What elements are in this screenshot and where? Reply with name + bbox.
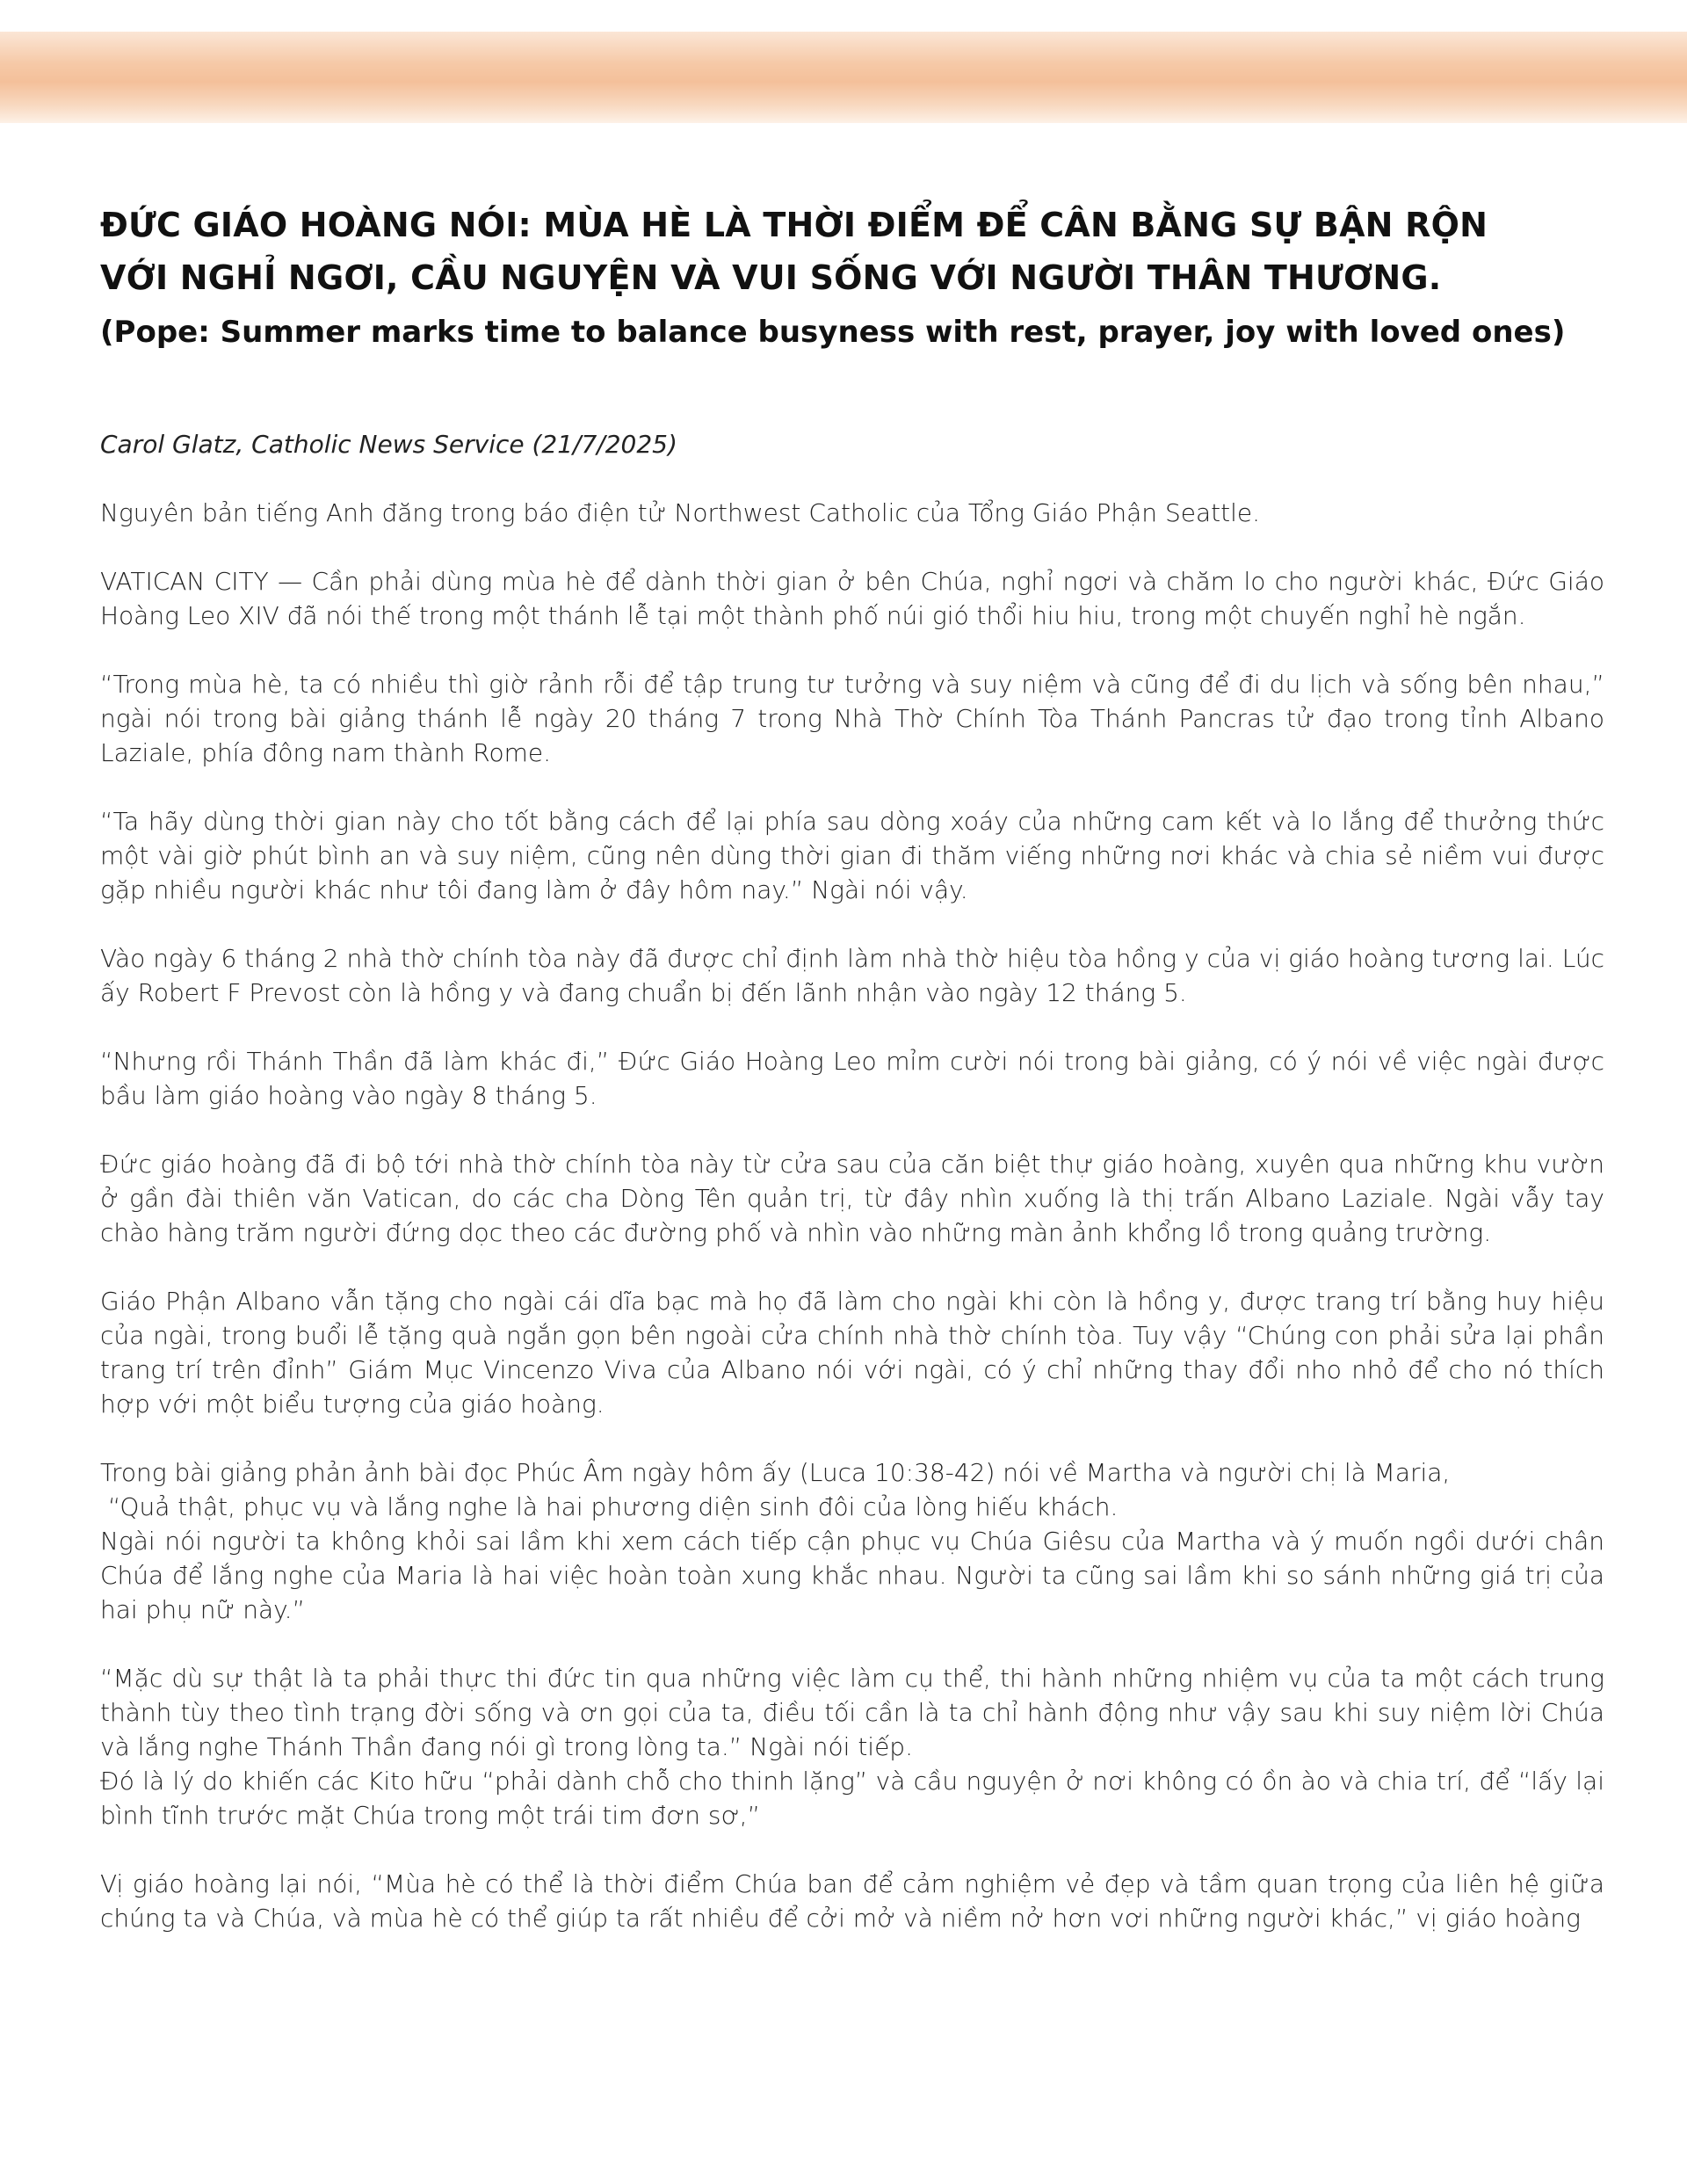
paragraph-3: “Trong mùa hè, ta có nhiều thì giờ rảnh rỗi để tập trung tư tưởng và suy niệm và cũng để đi du lịch và sống bên nhau,” ngài nói trong bài giảng thánh lễ ngày 20 tháng 7 trong Nhà Thờ Chính Tòa Thánh Pancras tử đạo trong tỉnh Albano Laziale, phía đông nam thành Rome. [100,670,1604,767]
paragraph-source: Nguyên bản tiếng Anh đăng trong báo điện tử Northwest Catholic của Tổng Giáo Phận Seattle. [100,498,1260,527]
paragraph-9-rest: Ngài nói người ta không khỏi sai lầm khi xem cách tiếp cận phục vụ Chúa Giêsu của Martha và ý muốn ngồi dưới chân Chúa để lắng nghe của Maria là hai việc hoàn toàn xung khắc nhau. Người ta cũng sai lầm khi so sánh những giá trị của hai phụ nữ này.” [100,1527,1604,1624]
article-title [100,199,1604,304]
paragraph-7: Đức giáo hoàng đã đi bộ tới nhà thờ chính tòa này từ cửa sau của căn biệt thự giáo hoàng, xuyên qua những khu vườn ở gần đài thiên văn Vatican, do các cha Dòng Tên quản trị, từ đây nhìn xuống là thị trấn Albano Laziale. Ngài vẫy tay chào hàng trăm người đứng dọc theo các đường phố và nhìn vào những màn ảnh khổng lồ trong quảng trường. [100,1150,1604,1247]
paragraph-5: Vào ngày 6 tháng 2 nhà thờ chính tòa này đã được chỉ định làm nhà thờ hiệu tòa hồng y của vị giáo hoàng tương lai. Lúc ấy Robert F Prevost còn là hồng y và đang chuẩn bị đến lãnh nhận vào ngày 12 tháng 5. [100,944,1604,1007]
paragraph-6: “Nhưng rồi Thánh Thần đã làm khác đi,” Đức Giáo Hoàng Leo mỉm cười nói trong bài giảng, có ý nói về việc ngài được bầu làm giáo hoàng vào ngày 8 tháng 5. [100,1047,1604,1110]
paragraph-9 [100,1455,1604,1627]
article-subtitle: (Pope: Summer marks time to balance busyness with rest, prayer, joy with loved ones) [100,315,1566,350]
title-line-2: VỚI NGHỈ NGƠI, CẦU NGUYỆN VÀ VUI SỐNG VỚI NGƯỜI THÂN THƯƠNG. [100,258,1442,297]
paragraph-12: Vị giáo hoàng lại nói, “Mùa hè có thể là thời điểm Chúa ban để cảm nghiệm vẻ đẹp và tầm quan trọng của liên hệ giữa chúng ta và Chúa, và mùa hè có thể giúp ta rất nhiều để cởi mở và niềm nở hơn vơi những người khác,” vị giáo hoàng [100,1869,1604,1933]
paragraph-4: “Ta hãy dùng thời gian này cho tốt bằng cách để lại phía sau dòng xoáy của những cam kết và lo lắng để thưởng thức một vài giờ phút bình an và suy niệm, cũng nên dùng thời gian đi thăm viếng những nơi khác và chia sẻ niềm vui được gặp nhiều người khác như tôi đang làm ở đây hôm nay.” Ngài nói vậy. [100,807,1604,904]
paragraph-11: Đó là lý do khiến các Kito hữu “phải dành chỗ cho thinh lặng” và cầu nguyện ở nơi không có ồn ào và chia trí, để “lấy lại bình tĩnh trước mặt Chúa trong một trái tim đơn sơ,” [100,1767,1604,1830]
paragraph-8: Giáo Phận Albano vẫn tặng cho ngài cái dĩa bạc mà họ đã làm cho ngài khi còn là hồng y, được trang trí bằng huy hiệu của ngài, trong buổi lễ tặng quà ngắn gọn bên ngoài cửa chính nhà thờ chính tòa. Tuy vậy “Chúng con phải sửa lại phần trang trí trên đỉnh” Giám Mục Vincenzo Viva của Albano nói với ngài, có ý chỉ những thay đổi nho nhỏ để cho nó thích hợp với một biểu tượng của giáo hoàng. [100,1287,1604,1419]
title-line-1: ĐỨC GIÁO HOÀNG NÓI: MÙA HÈ LÀ THỜI ĐIỂM ĐỂ CÂN BẰNG SỰ BẬN RỘN [100,206,1488,244]
paragraph-9-line-1: Trong bài giảng phản ảnh bài đọc Phúc Âm ngày hôm ấy (Luca 10:38-42) nói về Martha và người chị là Maria, [100,1458,1451,1487]
paragraph-9-line-2: “Quả thật, phục vụ và lắng nghe là hai phương diện sinh đôi của lòng hiếu khách. [100,1492,1119,1521]
paragraph-10: “Mặc dù sự thật là ta phải thực thi đức tin qua những việc làm cụ thể, thi hành những nhiệm vụ của ta một cách trung thành tùy theo tình trạng đời sống và ơn gọi của ta, điều tối cần là ta chỉ hành động như vậy sau khi suy niệm lời Chúa và lắng nghe Thánh Thần đang nói gì trong lòng ta.” Ngài nói tiếp. [100,1664,1604,1761]
article [100,199,1604,1935]
header-band [0,32,1687,123]
byline: Carol Glatz, Catholic News Service (21/7/2025) [100,430,677,459]
paragraph-2: VATICAN CITY — Cần phải dùng mùa hè để dành thời gian ở bên Chúa, nghỉ ngơi và chăm lo cho người khác, Đức Giáo Hoàng Leo XIV đã nói thế trong một thánh lễ tại một thành phố núi gió thổi hiu hiu, trong một chuyến nghỉ hè ngắn. [100,567,1604,630]
